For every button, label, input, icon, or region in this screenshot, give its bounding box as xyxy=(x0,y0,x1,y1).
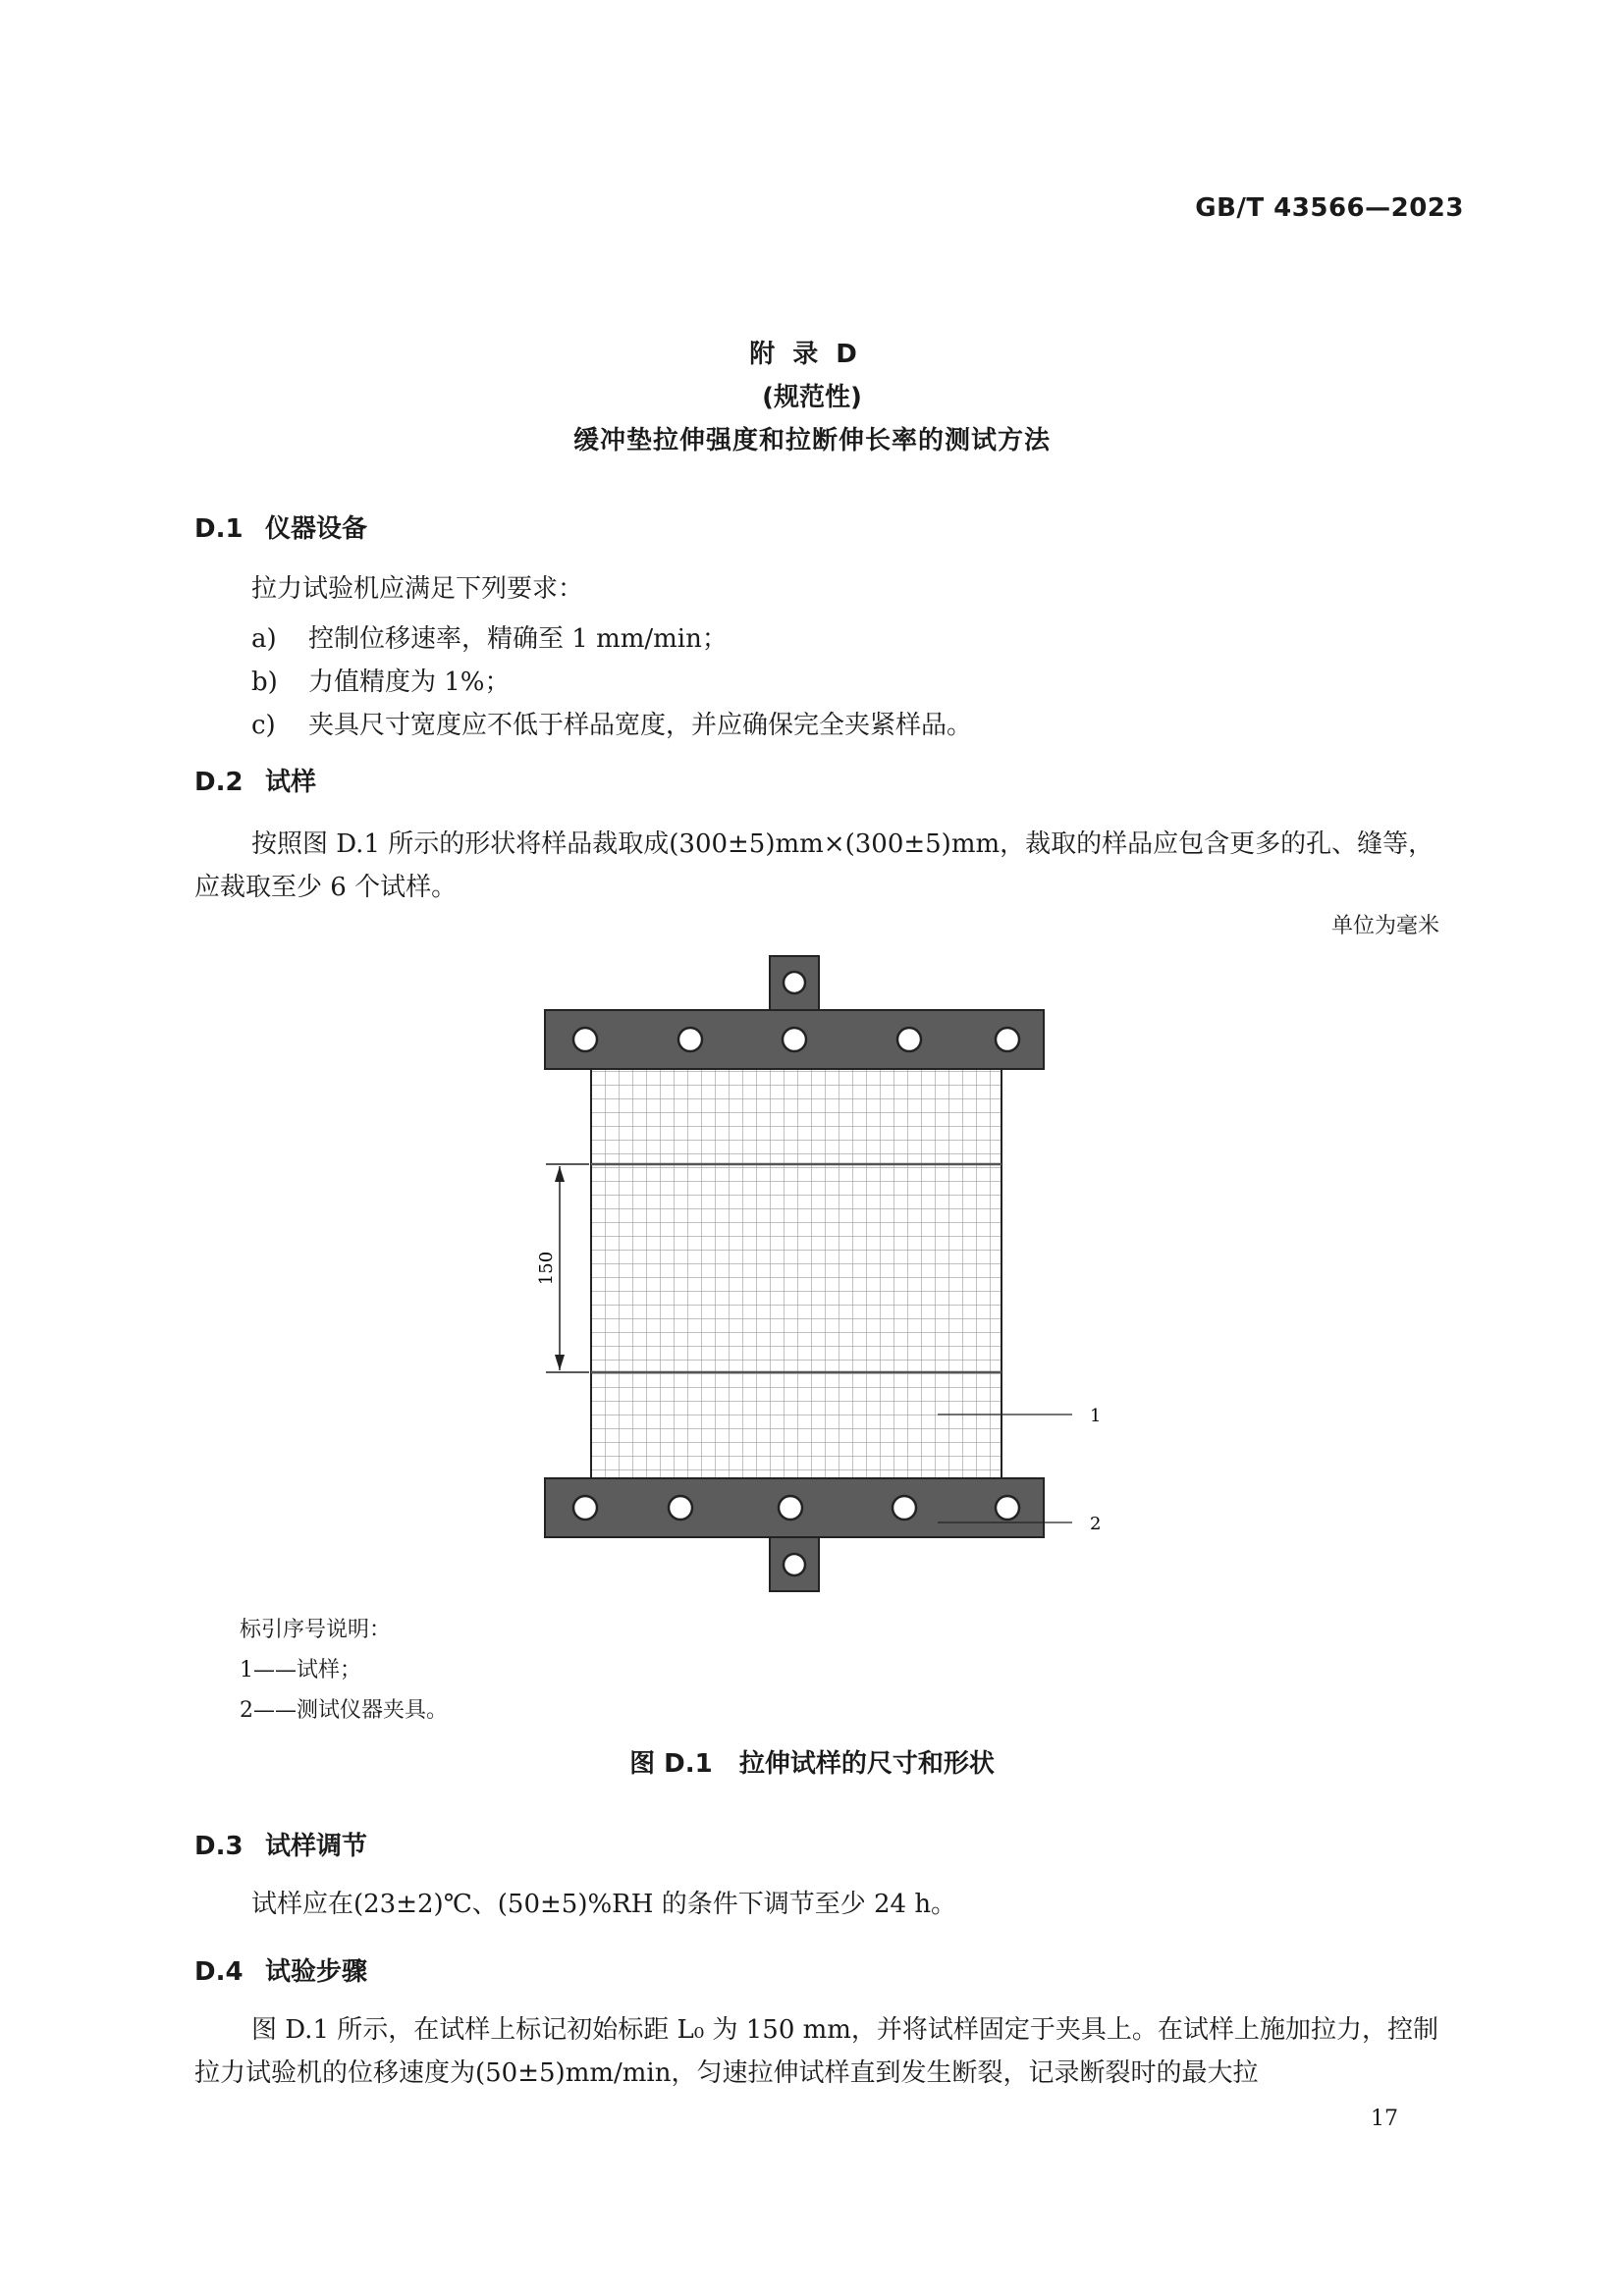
section-number: D.1 xyxy=(194,514,244,544)
legend-item: 2——测试仪器夹具。 xyxy=(240,1698,448,1723)
clamp-hole xyxy=(573,1496,597,1520)
section-title: 仪器设备 xyxy=(265,514,368,544)
clamp-hole xyxy=(893,1496,916,1520)
figure-caption: 图 D.1 拉伸试样的尺寸和形状 xyxy=(629,1749,995,1779)
page-number: 17 xyxy=(1371,2107,1398,2131)
legend-item: 1——试样； xyxy=(240,1658,361,1682)
section-number: D.4 xyxy=(194,1957,244,1987)
d2-text: 按照图 D.1 所示的形状将样品裁取成(300±5)mm×(300±5)mm，裁取的样品应包含更多的孔、缝等，应裁取至少 6 个试样。 xyxy=(194,829,1435,902)
list-item-text: 控制位移速率，精确至 1 mm/min； xyxy=(308,624,728,654)
d1-intro: 拉力试验机应满足下列要求： xyxy=(251,574,584,604)
list-item-label: a) xyxy=(251,624,277,654)
callout-2: 2 xyxy=(1090,1514,1102,1534)
dimension-label: 150 xyxy=(536,1251,557,1286)
section-heading-d3 xyxy=(194,1826,367,1862)
clamp-hole xyxy=(784,1554,805,1575)
d3-text: 试样应在(23±2)℃、(50±5)%RH 的条件下调节至少 24 h。 xyxy=(251,1890,957,1919)
legend-title: 标引序号说明： xyxy=(240,1618,392,1642)
clamp-hole xyxy=(669,1496,692,1520)
list-item-label: b) xyxy=(251,667,278,697)
clamp-hole xyxy=(996,1496,1019,1520)
callout-1: 1 xyxy=(1090,1406,1102,1426)
section-title: 试验步骤 xyxy=(265,1957,368,1987)
clamp-hole xyxy=(573,1028,597,1051)
section-title: 试样调节 xyxy=(265,1832,368,1861)
document-number: GB/T 43566—2023 xyxy=(1195,193,1464,223)
bottom-clamp xyxy=(545,1478,1044,1591)
clamp-hole xyxy=(779,1496,802,1520)
clamp-hole xyxy=(897,1028,921,1051)
list-item-text: 夹具尺寸宽度应不低于样品宽度，并应确保完全夹紧样品。 xyxy=(308,711,973,740)
section-title: 试样 xyxy=(265,768,317,797)
unit-note: 单位为毫米 xyxy=(1330,914,1439,938)
clamp-hole xyxy=(678,1028,702,1051)
section-number: D.2 xyxy=(194,768,244,797)
clamp-hole xyxy=(996,1028,1019,1051)
section-number: D.3 xyxy=(194,1832,244,1861)
section-heading-d4 xyxy=(194,1951,367,1988)
annex-type: (规范性) xyxy=(762,383,862,412)
annex-name: 缓冲垫拉伸强度和拉断伸长率的测试方法 xyxy=(572,426,1051,455)
d4-text: 图 D.1 所示，在试样上标记初始标距 L₀ 为 150 mm，并将试样固定于夹具上。在试样上施加拉力，控制拉力试验机的位移速度为(50±5)mm/min，匀速拉伸试样直到发生断裂，记录断裂时的最大拉 xyxy=(194,2015,1438,2088)
top-clamp xyxy=(545,956,1044,1069)
clamp-hole xyxy=(784,972,805,993)
annex-title: 附录D xyxy=(749,340,875,369)
specimen xyxy=(591,1069,1001,1478)
clamp-hole xyxy=(783,1028,806,1051)
list-item-label: c) xyxy=(251,711,276,740)
list-item-text: 力值精度为 1%； xyxy=(308,667,511,697)
